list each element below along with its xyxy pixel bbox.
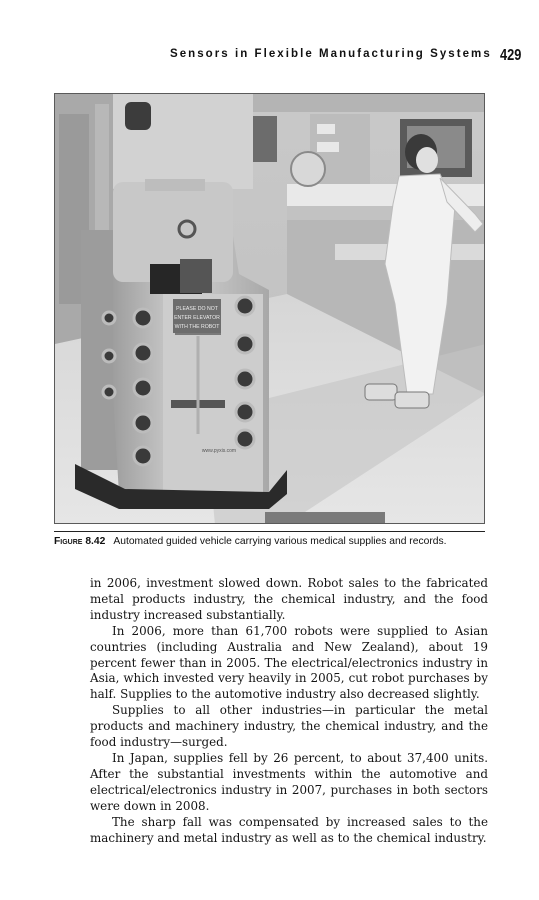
figure-photo [54, 93, 485, 524]
paragraph: Supplies to all other industries—in particular the metal products and machinery industry, the chemical industry, and the food industry—surged. [90, 703, 488, 750]
sign-line-1: PLEASE DO NOT [176, 306, 218, 312]
body-text [90, 576, 488, 846]
caption-rule [54, 531, 485, 532]
robot-url: www.pyxis.com [201, 448, 237, 454]
paragraph: In 2006, more than 61,700 robots were supplied to Asian countries (including Australia and New Zealand), about 19 percent fewer than in 2005. The electrical/electronics industry in Asia, which invested very heavily in 2005, cut robot purchases by half. Supplies to the automotive industry also decreased slightly. [90, 623, 488, 702]
figure-label: Figure 8.42 [54, 536, 106, 547]
running-head-title: Sensors in Flexible Manufacturing Systems [170, 48, 492, 60]
sign-line-3: WITH THE ROBOT [174, 324, 220, 330]
paragraph: In Japan, supplies fell by 26 percent, to about 37,400 units. After the substantial investments within the automotive and electrical/electronics industry in 2007, purchases in both sectors were down in 2008. [90, 750, 488, 813]
paragraph: The sharp fall was compensated by increased sales to the machinery and metal industry as well as to the chemical industry. [90, 814, 488, 845]
page-number: 429 [500, 47, 522, 64]
robot-warning-sign [173, 299, 221, 333]
figure-caption [54, 535, 485, 548]
sign-line-2: ENTER ELEVATOR [174, 315, 220, 321]
figure-caption-text: Automated guided vehicle carrying various medical supplies and records. [113, 536, 447, 547]
paragraph: in 2006, investment slowed down. Robot sales to the fabricated metal products industry, the chemical industry, and the food industry increased substantially. [90, 576, 488, 622]
